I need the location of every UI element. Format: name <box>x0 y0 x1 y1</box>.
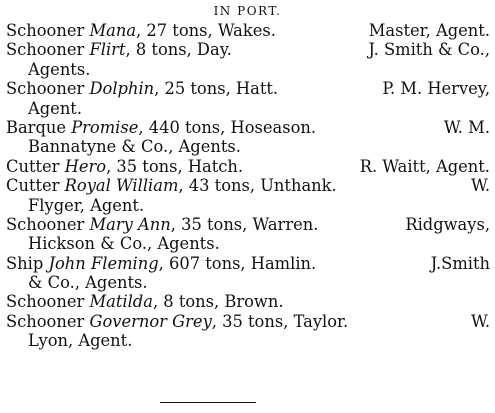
vessel-agent: P. M. Hervey, <box>382 79 490 99</box>
vessel-name: Royal William <box>64 176 179 196</box>
vessel-agent: J. Smith & Co., <box>368 40 490 60</box>
vessel-agent-continued: Hickson & Co., Agents. <box>28 234 220 254</box>
vessel-agent: W. <box>470 176 490 196</box>
vessel-name: John Fleming <box>48 253 159 273</box>
vessel-agent: W. M. <box>443 117 490 137</box>
list-item <box>6 215 490 254</box>
vessel-agent: Master, Agent. <box>368 21 490 40</box>
vessel-name: Dolphin <box>89 79 155 99</box>
vessel-details: , 35 tons, Warren. <box>170 214 319 234</box>
vessel-name: Hero <box>64 156 107 176</box>
vessel-agent-continued: & Co., Agents. <box>28 273 148 293</box>
vessel-agent-continued: Lyon, Agent. <box>28 331 133 351</box>
vessel-details: , 25 tons, Hatt. <box>154 79 279 99</box>
vessel-type: Schooner <box>6 214 85 234</box>
vessel-type: Cutter <box>6 156 60 176</box>
vessel-type: Schooner <box>6 292 85 312</box>
vessel-details: , 607 tons, Hamlin. <box>158 253 317 273</box>
section-heading: IN PORT. <box>213 4 282 18</box>
vessel-agent: R. Waitt, Agent. <box>359 156 490 176</box>
vessel-type: Cutter <box>6 176 60 196</box>
vessel-type: Schooner <box>6 79 85 99</box>
vessel-agent: J.Smith <box>430 253 490 273</box>
vessel-details: , 35 tons, Hatch. <box>106 156 244 176</box>
vessel-agent: Ridgways, <box>405 214 490 234</box>
vessel-type: Schooner <box>6 21 85 40</box>
vessel-details: , 27 tons, Wakes. <box>136 21 276 40</box>
vessel-details: , 8 tons, Day. <box>125 40 232 60</box>
vessel-name: Matilda <box>89 292 153 312</box>
list-item <box>6 292 490 311</box>
list-item <box>6 21 490 40</box>
vessel-details: , 440 tons, Hoseason. <box>138 117 317 137</box>
vessel-details: , 43 tons, Unthank. <box>178 176 337 196</box>
section-divider <box>160 402 256 403</box>
vessel-type: Barque <box>6 117 66 137</box>
list-item <box>6 254 490 293</box>
vessel-agent-continued: Agent. <box>28 98 83 118</box>
list-item <box>6 40 490 79</box>
vessel-agent: W. <box>470 311 490 331</box>
vessel-agent-continued: Agents. <box>28 59 91 79</box>
vessel-agent-continued: Bannatyne & Co., Agents. <box>28 137 241 157</box>
vessel-agent-continued: Flyger, Agent. <box>28 195 145 215</box>
vessel-type: Schooner <box>6 40 85 60</box>
vessel-type: Ship <box>6 253 44 273</box>
list-item <box>6 312 490 351</box>
vessel-name: Mary Ann <box>89 214 171 234</box>
list-item <box>6 79 490 118</box>
vessel-name: Flirt <box>89 40 126 60</box>
vessel-name: Promise <box>71 117 139 137</box>
shipping-list <box>6 21 490 351</box>
list-item <box>6 118 490 157</box>
vessel-name: Mana <box>89 21 137 40</box>
vessel-details: , 35 tons, Taylor. <box>211 311 349 331</box>
vessel-name: Governor Grey <box>89 311 212 331</box>
list-item <box>6 176 490 215</box>
list-item <box>6 157 490 176</box>
vessel-details: , 8 tons, Brown. <box>152 292 284 312</box>
vessel-type: Schooner <box>6 311 85 331</box>
